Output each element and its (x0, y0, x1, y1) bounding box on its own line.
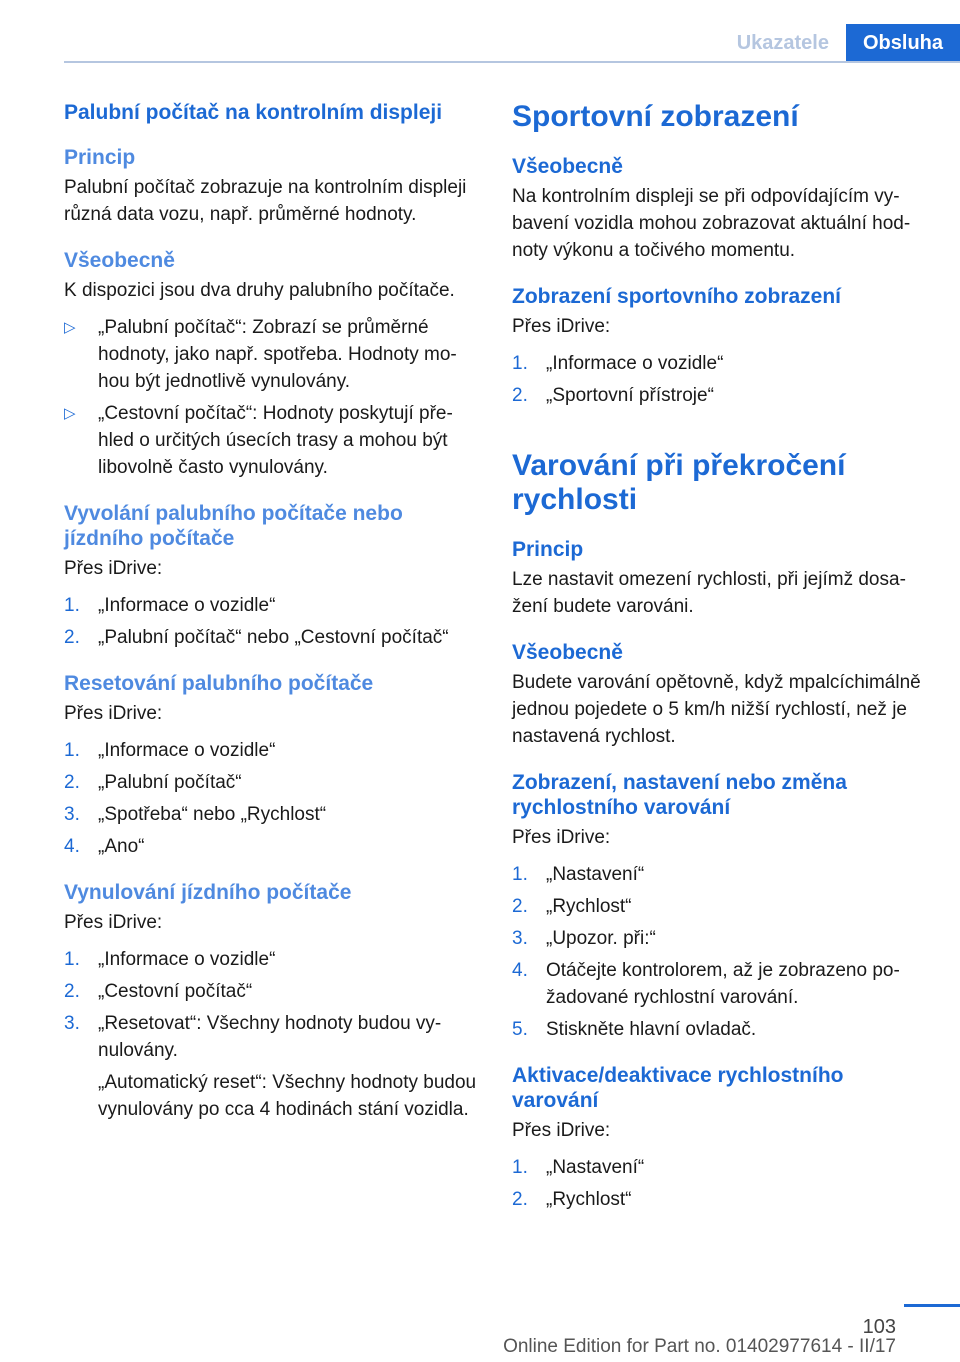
list-item: 4. Otáčejte kontrolorem, až je zobrazeno požadované rychlostní varování. (512, 960, 900, 1008)
list-item: 5. Stiskněte hlavní ovladač. (512, 1019, 757, 1040)
list-item: 2. „Sportovní přístroje“ (512, 385, 714, 406)
list-item: 2. „Rychlost“ (512, 1189, 632, 1210)
triangle-bullet-icon: ▷ (64, 319, 76, 336)
heading-speed-set: Zobrazení, nastavení nebo změna rychlostního varování (512, 771, 847, 819)
list-item: 1. „Informace o vozidle“ (64, 740, 276, 761)
section-title-speed-warning: Varování při překročení rychlosti (512, 449, 846, 516)
header-tabs (720, 24, 960, 62)
list-item: 2. „Palubní počítač“ (64, 772, 242, 793)
note-auto-reset: „Automatický reset“: Všechny hodnoty budou vynulovány po cca 4 hodinách stání vozidla. (98, 1072, 477, 1120)
right-column (512, 96, 928, 1218)
section-title-sport: Sportovní zobrazení (512, 100, 799, 133)
list-item: 3. „Upozor. při:“ (512, 928, 656, 949)
paragraph-vseobecne: K dispozici jsou dva druhy palubního počítače. (64, 280, 455, 301)
heading-speed-activate: Aktivace/deaktivace rychlostního varování (512, 1064, 844, 1112)
steps-vynulovani (64, 946, 478, 1064)
heading-speed-princip: Princip (512, 538, 584, 561)
heading-speed-vseobecne: Všeobecně (512, 641, 623, 664)
steps-reset (64, 737, 478, 860)
intro-vyvolani: Přes iDrive: (64, 558, 163, 579)
list-item: ▷ „Cestovní počítač“: Hodnoty poskytují přehled o určitých úsecích trasy a mohou být libovolně často vynulovány. (64, 400, 478, 481)
intro-reset: Přes iDrive: (64, 703, 163, 724)
heading-sport-vseobecne: Všeobecně (512, 155, 623, 178)
list-item: ▷ „Palubní počítač“: Zobrazí se průměrné hodnoty, jako např. spotřeba. Hodnoty mohou být jednotlivě vynulovány. (64, 314, 478, 395)
steps-sport-display (512, 350, 928, 409)
list-item: 1. „Informace o vozidle“ (512, 353, 724, 374)
intro-sport-display: Přes iDrive: (512, 316, 611, 337)
list-item: 1. „Nastavení“ (512, 864, 645, 885)
heading-sport-display: Zobrazení sportovního zobrazení (512, 285, 842, 308)
page-number: 103 (862, 1316, 896, 1338)
footer-accent-line (904, 1304, 960, 1307)
list-item: 3. „Spotřeba“ nebo „Rychlost“ (64, 804, 327, 825)
heading-princip: Princip (64, 146, 136, 169)
list-item: 1. „Nastavení“ (512, 1157, 645, 1178)
edition-footer: Online Edition for Part no. 01402977614 - II/17 (503, 1336, 896, 1357)
header-divider (64, 61, 960, 63)
steps-vyvolani (64, 592, 478, 651)
triangle-bullet-icon: ▷ (64, 405, 76, 422)
list-item: 1. „Informace o vozidle“ (64, 595, 276, 616)
heading-vseobecne: Všeobecně (64, 249, 175, 272)
paragraph-princip: Palubní počítač zobrazuje na kontrolním displeji různá data vozu, např. průměrné hodnoty. (64, 177, 467, 225)
tab-obsluha[interactable]: Obsluha (846, 24, 960, 62)
tab-ukazatele[interactable]: Ukazatele (720, 24, 846, 62)
steps-speed-set (512, 861, 928, 1043)
section-title-board-computer: Palubní počítač na kontrolním displeji (64, 101, 443, 124)
heading-vyvolani: Vyvolání palubního počítače nebo jízdního počítače (64, 502, 403, 550)
bullet-list (64, 314, 478, 481)
left-column (64, 96, 478, 1133)
intro-vynulovani: Přes iDrive: (64, 912, 163, 933)
list-item: 1. „Informace o vozidle“ (64, 949, 276, 970)
list-item: 2. „Palubní počítač“ nebo „Cestovní počítač“ (64, 627, 449, 648)
intro-speed-activate: Přes iDrive: (512, 1120, 611, 1141)
heading-reset: Resetování palubního počítače (64, 672, 374, 695)
list-item: 3. „Resetovat“: Všechny hodnoty budou vynulovány. (64, 1013, 442, 1061)
heading-vynulovani: Vynulování jízdního počítače (64, 881, 352, 904)
paragraph-speed-vseobecne: Budete varování opětovně, když mpalcíchimálně jednou pojedete o 5 km/h nižší rychlostí, než je nastavená rychlost. (512, 672, 921, 747)
list-item: 4. „Ano“ (64, 836, 145, 857)
list-item: 2. „Rychlost“ (512, 896, 632, 917)
paragraph-sport-vseobecne: Na kontrolním displeji se při odpovídajícím vybavení vozidla mohou zobrazovat aktuální hodnoty výkonu a točivého momentu. (512, 186, 911, 261)
intro-speed-set: Přes iDrive: (512, 827, 611, 848)
paragraph-speed-princip: Lze nastavit omezení rychlosti, při jejímž dosažení budete varováni. (512, 569, 906, 617)
steps-speed-activate (512, 1154, 928, 1213)
list-item: 2. „Cestovní počítač“ (64, 981, 253, 1002)
